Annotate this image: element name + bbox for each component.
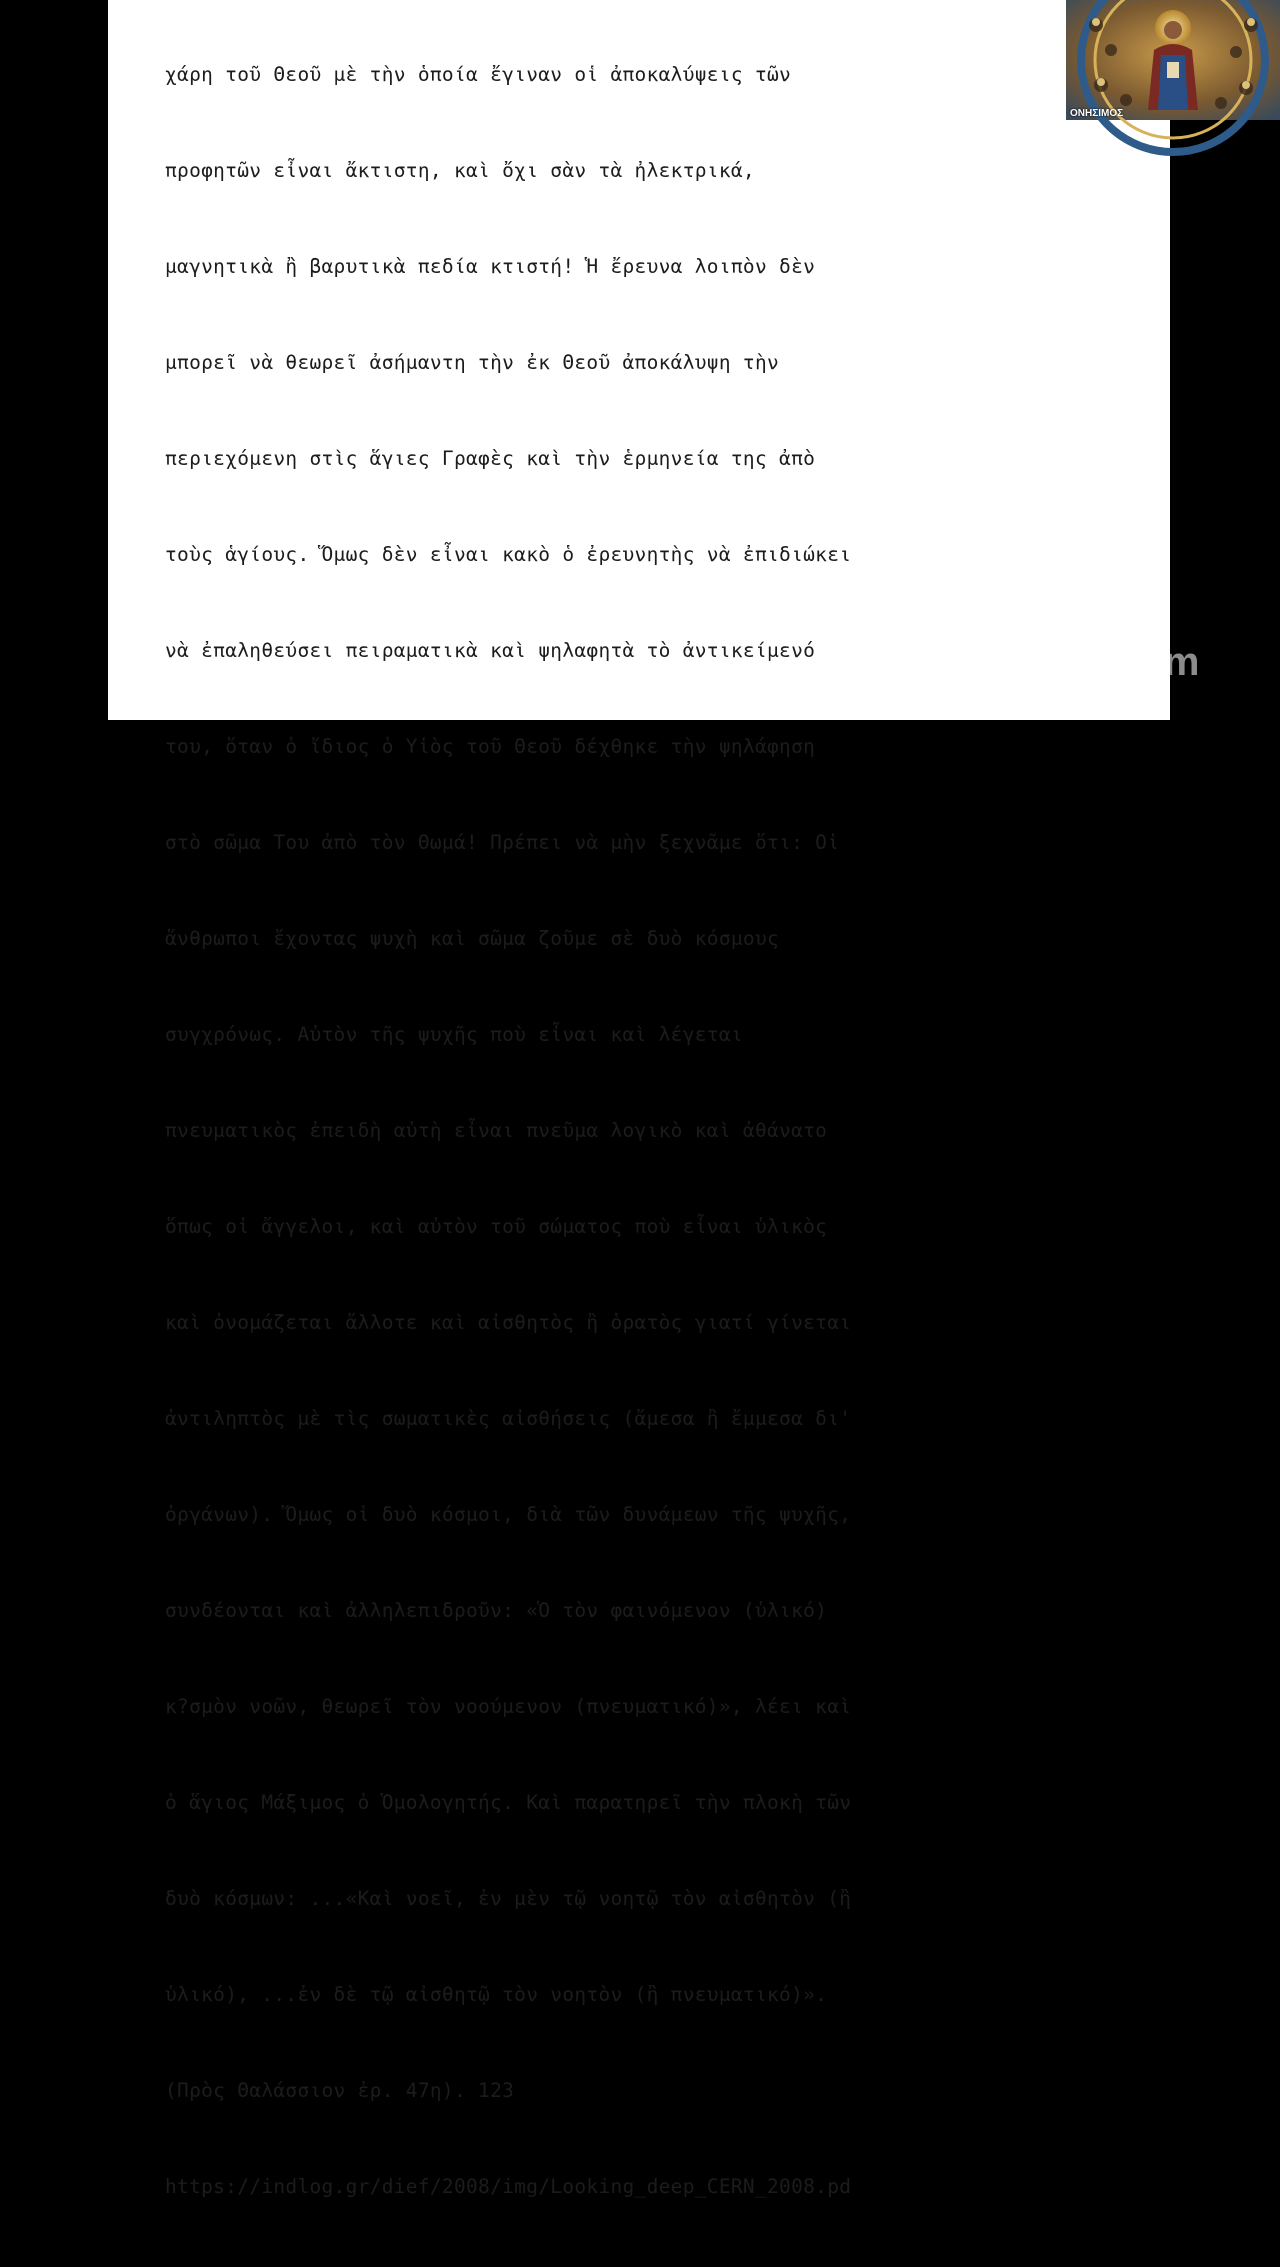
text-line: καὶ ὀνομάζεται ἄλλοτε καὶ αἰσθητὸς ἢ ὁρατὸς γιατί γίνεται: [165, 1311, 852, 1334]
text-line: δυὸ κόσμων: ...«Καὶ νοεῖ, ἐν μὲν τῷ νοητῷ τὸν αἰσθητὸν (ἢ: [165, 1887, 852, 1910]
text-line: ὅπως οἱ ἄγγελοι, καὶ αὐτὸν τοῦ σώματος ποὺ εἶναι ὑλικὸς: [165, 1215, 828, 1238]
zoom-logo-watermark: zoom: [1098, 640, 1199, 684]
participant-name-label: ΟΝΗΣΙΜΟΣ: [1070, 108, 1124, 119]
text-line: ὀργάνων). Ὅμως οἱ δυὸ κόσμοι, διὰ τῶν δυνάμεων τῆς ψυχῆς,: [165, 1503, 852, 1526]
text-line: χάρη τοῦ Θεοῦ μὲ τὴν ὁποία ἔγιναν οἱ ἀποκαλύψεις τῶν: [165, 63, 792, 86]
text-line: ὑλικό), ...ἐν δὲ τῷ αἰσθητῷ τὸν νοητὸν (ἢ πνευματικό)».: [165, 1983, 828, 2006]
text-line: συγχρόνως. Αὐτὸν τῆς ψυχῆς ποὺ εἶναι καὶ λέγεται: [165, 1023, 743, 1046]
text-line: προφητῶν εἶναι ἄκτιστη, καὶ ὄχι σὰν τὰ ἠλεκτρικά,: [165, 159, 755, 182]
text-line: του, ὅταν ὁ ἴδιος ὁ Υἱὸς τοῦ Θεοῦ δέχθηκε τὴν ψηλάφηση: [165, 735, 816, 758]
document-text: [165, 0, 851, 2267]
text-line: ἄνθρωποι ἔχοντας ψυχὴ καὶ σῶμα ζοῦμε σὲ δυὸ κόσμους: [165, 927, 780, 950]
text-line: ἀντιληπτὸς μὲ τὶς σωματικὲς αἰσθήσεις (ἄμεσα ἢ ἔμμεσα δι': [165, 1407, 852, 1430]
text-line: ὁ ἅγιος Μάξιμος ὁ Ὁμολογητής. Καὶ παρατηρεῖ τὴν πλοκὴ τῶν: [165, 1791, 852, 1814]
text-line: πνευματικὸς ἐπειδὴ αὐτὴ εἶναι πνεῦμα λογικὸ καὶ ἀθάνατο: [165, 1119, 828, 1142]
participant-video-thumbnail[interactable]: [1066, 0, 1280, 120]
text-line: στὸ σῶμα Του ἀπὸ τὸν Θωμά! Πρέπει νὰ μὴν ξεχνᾶμε ὅτι: Οἱ: [165, 831, 840, 854]
text-line: μπορεῖ νὰ θεωρεῖ ἀσήμαντη τὴν ἐκ Θεοῦ ἀποκάλυψη τὴν: [165, 351, 780, 374]
text-line: περιεχόμενη στὶς ἅγιες Γραφὲς καὶ τὴν ἑρμηνεία της ἀπὸ: [165, 447, 816, 470]
text-line: (Πρὸς Θαλάσσιον ἐρ. 47η). 123: [165, 2079, 515, 2102]
text-line: νὰ ἐπαληθεύσει πειραματικὰ καὶ ψηλαφητὰ τὸ ἀντικείμενό: [165, 639, 816, 662]
icon-mosaic-image: [1066, 0, 1280, 120]
text-line: κ?σμὸν νοῶν, θεωρεῖ τὸν νοούμενον (πνευματικό)», λέει καὶ: [165, 1695, 852, 1718]
text-line: μαγνητικὰ ἢ βαρυτικὰ πεδία κτιστή! Ἡ ἔρευνα λοιπὸν δὲν: [165, 255, 816, 278]
document-page: [108, 0, 1170, 2198]
text-line: συνδέονται καὶ ἀλληλεπιδροῦν: «Ὁ τὸν φαινόμενον (ὑλικό): [165, 1599, 828, 1622]
text-line: τοὺς ἁγίους. Ὅμως δὲν εἶναι κακὸ ὁ ἐρευνητὴς νὰ ἐπιδιώκει: [165, 543, 852, 566]
url-line[interactable]: https://indlog.gr/dief/2008/img/Looking_deep_CERN_2008.pd: [165, 2175, 852, 2198]
